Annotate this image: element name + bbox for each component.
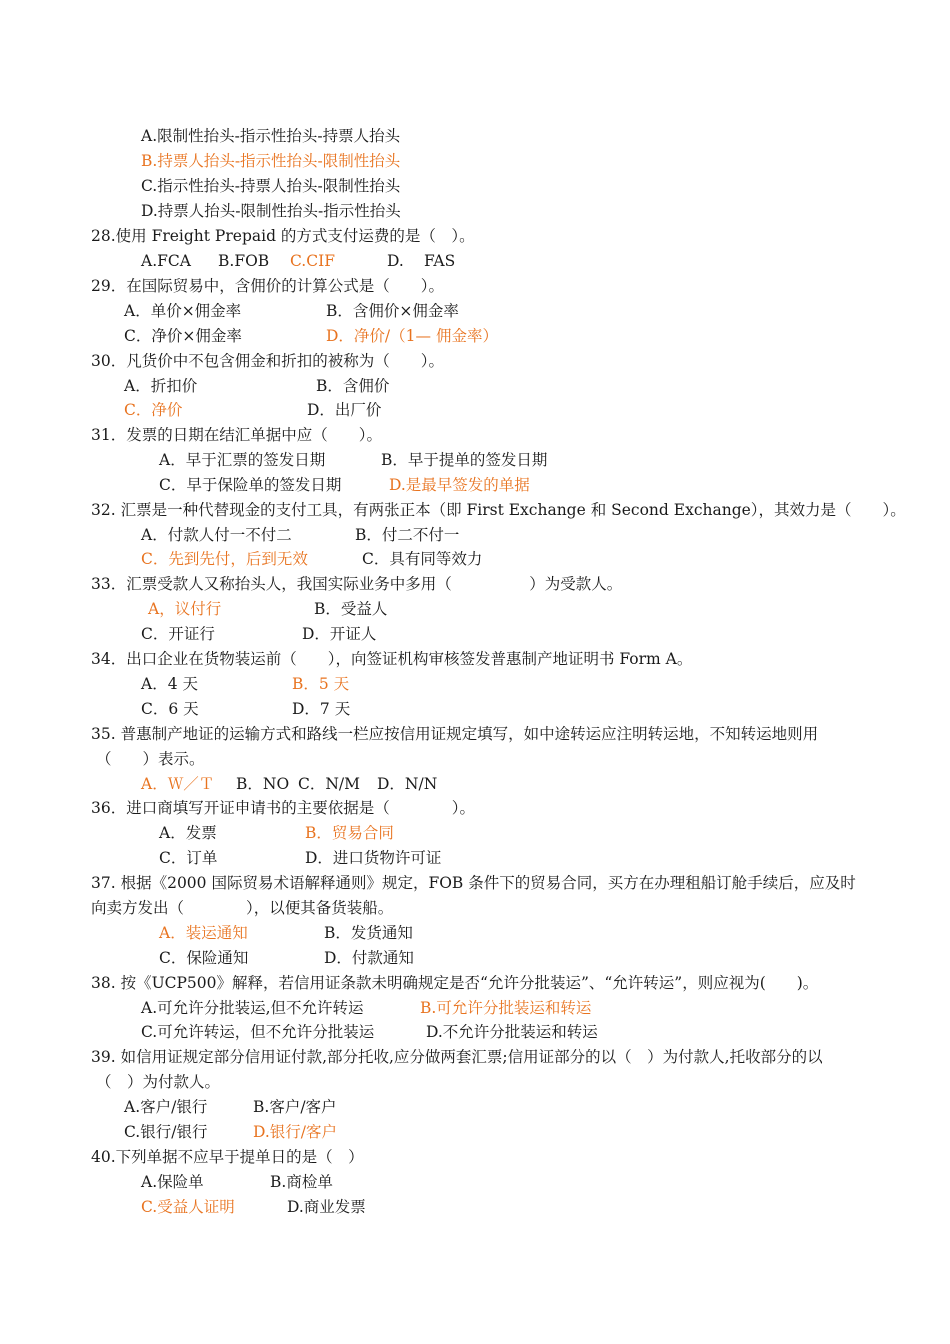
answer-option: D．出厂价: [307, 401, 382, 419]
answer-option: C．N/M: [298, 775, 361, 793]
text-line: 30．凡货价中不包含佣金和折扣的被称为（ ）。: [91, 352, 444, 370]
answer-option: D.: [387, 252, 404, 270]
text-line: 35. 普惠制产地证的运输方式和路线一栏应按信用证规定填写，如中途转运应注明转运地，不知转运地则用: [91, 725, 819, 743]
answer-option: C．开证行: [141, 625, 215, 643]
answer-option-highlighted: C.受益人证明: [141, 1198, 235, 1216]
answer-option: FAS: [424, 252, 456, 270]
answer-option: B．早于提单的签发日期: [381, 451, 548, 469]
answer-option: A．折扣价: [124, 377, 198, 395]
text-line: 34．出口企业在货物装运前（ ），向签证机构审核签发普惠制产地证明书 Form A。: [91, 650, 693, 668]
answer-option: B．付二不付一: [355, 526, 460, 544]
answer-option: A.可允许分批装运,但不允许转运: [141, 999, 364, 1017]
answer-option: A.保险单: [141, 1173, 204, 1191]
text-line: 31．发票的日期在结汇单据中应（ ）。: [91, 426, 382, 444]
answer-option: D．N/N: [377, 775, 438, 793]
answer-option: C．订单: [159, 849, 218, 867]
answer-option: C.可允许转运，但不允许分批装运: [141, 1023, 375, 1041]
answer-option: D．付款通知: [324, 949, 414, 967]
text-line: 32. 汇票是一种代替现金的支付工具，有两张正本（即 First Exchange 和 Second Exchange），其效力是（ ）。: [91, 501, 906, 519]
answer-option: B.客户/客户: [253, 1098, 337, 1116]
text-line: 36．进口商填写开证申请书的主要依据是（ ）。: [91, 799, 475, 817]
text-line: （ ）表示。: [96, 750, 205, 768]
answer-option: C．具有同等效力: [362, 550, 483, 568]
text-line: （ ）为付款人。: [96, 1073, 221, 1091]
answer-option: B．发货通知: [324, 924, 413, 942]
answer-option: A．单价×佣金率: [124, 302, 242, 320]
text-line: 40.下列单据不应早于提单日的是（ ）: [91, 1148, 364, 1166]
answer-option: B．NO: [236, 775, 290, 793]
answer-option: C．保险通知: [159, 949, 249, 967]
answer-option-highlighted: B．5 天: [292, 675, 350, 693]
answer-option: A．发票: [159, 824, 217, 842]
answer-option: B．受益人: [314, 600, 388, 618]
answer-option: C．6 天: [141, 700, 199, 718]
answer-option: D.不允许分批装运和转运: [426, 1023, 598, 1041]
text-line: 29．在国际贸易中，含佣价的计算公式是（ ）。: [91, 277, 444, 295]
answer-option: C.银行/银行: [124, 1123, 208, 1141]
answer-option-highlighted: C．净价: [124, 401, 183, 419]
answer-option: A．4 天: [141, 675, 198, 693]
answer-option: B.商检单: [270, 1173, 333, 1191]
text-line: 37. 根据《2000 国际贸易术语解释通则》规定，FOB 条件下的贸易合同，买方在办理租船订舱手续后，应及时: [91, 874, 856, 892]
answer-option-highlighted: A，议付行: [148, 600, 222, 618]
text-line: 28.使用 Freight Prepaid 的方式支付运费的是（ ）。: [91, 227, 475, 245]
answer-option: D.商业发票: [287, 1198, 366, 1216]
answer-option: C．净价×佣金率: [124, 327, 242, 345]
answer-option: A.客户/银行: [124, 1098, 208, 1116]
answer-option-highlighted: C．先到先付，后到无效: [141, 550, 308, 568]
answer-option: B．含佣价: [316, 377, 390, 395]
answer-option-highlighted: D.银行/客户: [253, 1123, 338, 1141]
text-line: 38. 按《UCP500》解释，若信用证条款未明确规定是否“允许分批装运”、“允许转运”，则应视为( )。: [91, 974, 819, 992]
answer-option-highlighted: C.CIF: [290, 252, 335, 270]
answer-option-highlighted: D.是最早签发的单据: [389, 476, 530, 494]
text-line: D.持票人抬头-限制性抬头-指示性抬头: [141, 202, 401, 220]
answer-option: A．付款人付一不付二: [141, 526, 292, 544]
text-line: 39. 如信用证规定部分信用证付款,部分托收,应分做两套汇票;信用证部分的以（ ）为付款人,托收部分的以: [91, 1048, 823, 1066]
text-line: B.持票人抬头-指示性抬头-限制性抬头: [141, 152, 401, 170]
answer-option: D．7 天: [292, 700, 351, 718]
answer-option-highlighted: B．贸易合同: [305, 824, 394, 842]
answer-option-highlighted: A．Ｗ／Ｔ: [141, 775, 215, 793]
answer-option: C．早于保险单的签发日期: [159, 476, 342, 494]
text-line: 向卖方发出（ ），以便其备货装船。: [91, 899, 394, 917]
answer-option: B．含佣价×佣金率: [326, 302, 459, 320]
answer-option-highlighted: B.可允许分批装运和转运: [420, 999, 592, 1017]
answer-option-highlighted: A．装运通知: [159, 924, 248, 942]
answer-option: D．进口货物许可证: [305, 849, 442, 867]
text-line: C.指示性抬头-持票人抬头-限制性抬头: [141, 177, 401, 195]
answer-option-highlighted: D．净价/（1— 佣金率）: [326, 327, 498, 345]
answer-option: D．开证人: [302, 625, 377, 643]
answer-option: A．早于汇票的签发日期: [159, 451, 326, 469]
answer-option: A.FCA: [141, 252, 191, 270]
text-line: 33．汇票受款人又称抬头人，我国实际业务中多用（ ）为受款人。: [91, 575, 623, 593]
text-line: A.限制性抬头-指示性抬头-持票人抬头: [141, 127, 401, 145]
answer-option: B.FOB: [218, 252, 270, 270]
